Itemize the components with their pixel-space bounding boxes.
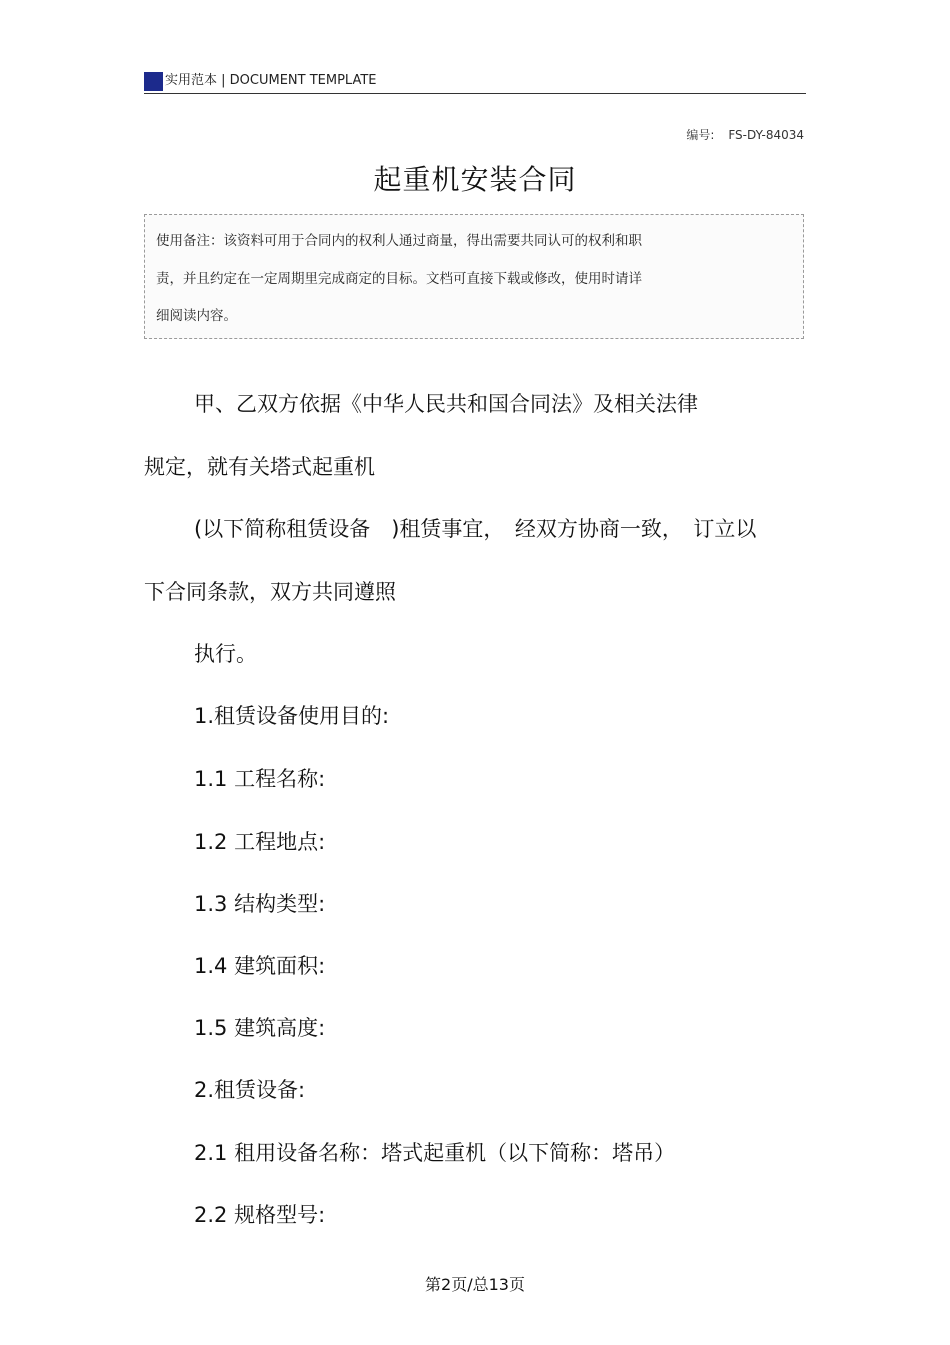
body-paragraph-line: (以下简称租赁设备 )租赁事宜， 经双方协商一致， 订立以: [194, 517, 757, 541]
body-paragraph-line: 下合同条款，双方共同遵照: [144, 580, 396, 604]
document-number-label: 编号:: [686, 128, 715, 142]
note-line: 细阅读内容。: [156, 308, 237, 324]
list-item: 2.2 规格型号:: [194, 1203, 326, 1227]
usage-note-box: [144, 214, 804, 339]
section-heading: 2.租赁设备:: [194, 1078, 306, 1102]
body-paragraph-line: 甲、乙双方依据《中华人民共和国合同法》及相关法律: [194, 392, 698, 416]
note-line: 责，并且约定在一定周期里完成商定的目标。文档可直接下载或修改，使用时请详: [156, 271, 642, 287]
list-item: 1.1 工程名称:: [194, 767, 326, 791]
list-item: 1.2 工程地点:: [194, 830, 326, 854]
page-footer: 第2页/总13页: [425, 1275, 525, 1294]
body-paragraph-line: 规定，就有关塔式起重机: [144, 455, 375, 479]
list-item: 1.3 结构类型:: [194, 892, 326, 916]
section-heading: 1.租赁设备使用目的:: [194, 704, 390, 728]
list-item: 2.1 租用设备名称：塔式起重机（以下简称：塔吊）: [194, 1141, 676, 1165]
header-logo-square: [144, 72, 163, 91]
list-item: 1.4 建筑面积:: [194, 954, 326, 978]
document-number-value: FS-DY-84034: [728, 128, 804, 142]
body-paragraph-line: 执行。: [194, 642, 257, 666]
page-title: 起重机安装合同: [373, 163, 577, 196]
document-number: [686, 127, 804, 143]
page-header: [144, 70, 806, 94]
header-label: 实用范本 | DOCUMENT TEMPLATE: [165, 73, 377, 88]
list-item: 1.5 建筑高度:: [194, 1016, 326, 1040]
note-line: 使用备注：该资料可用于合同内的权利人通过商量，得出需要共同认可的权利和职: [156, 233, 642, 249]
